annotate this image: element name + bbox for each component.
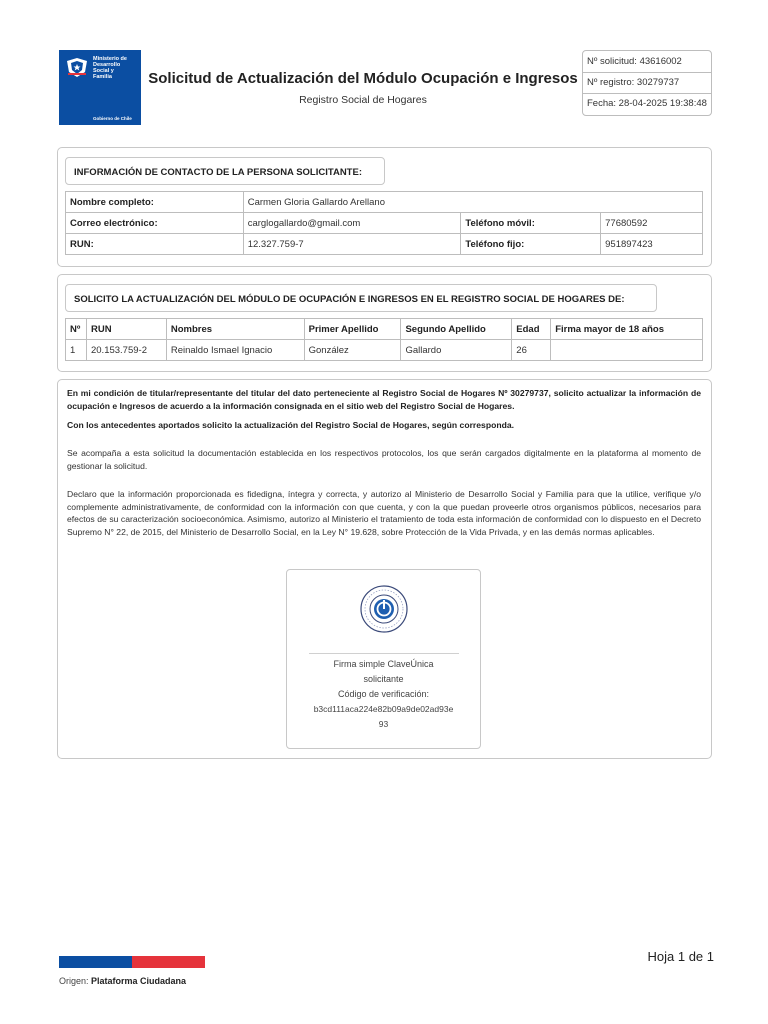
ministry-line-3: Social y (93, 68, 114, 74)
contact-panel (57, 147, 712, 267)
ministry-name (93, 56, 139, 80)
fijo-label: Teléfono fijo: (461, 234, 601, 255)
column-header: Primer Apellido (304, 319, 401, 340)
declaration-paragraph-4: Declaro que la información proporcionada es fidedigna, íntegra y correcta, y autorizo al Ministerio de Desarrollo Social y Familia para que la utilice, verifique y/o complemente administrativamente, de conformidad con la información con que cuenta, y con la que puedan proveerle otros organismos públicos, necesarios para efectos de su caracterización socioeconómica. Asimismo, autorizo al Ministerio el tratamiento de toda esta información de conformidad con lo dispuesto en el Decreto Supremo N° 22, de 2015, del Ministerio de Desarrollo Social, en la Ley N° 19.628, sobre Protección de la Vida Privada, y en las demás normas aplicables. (67, 489, 701, 537)
table-cell: González (304, 340, 401, 361)
correo-label: Correo electrónico: (66, 213, 244, 234)
table-cell: Reinaldo Ismael Ignacio (166, 340, 304, 361)
signature-type: Firma simple ClaveÚnica (333, 659, 434, 669)
table-header-row (66, 319, 703, 340)
movil-value: 77680592 (601, 213, 703, 234)
contact-table (65, 191, 703, 255)
footer-flag-red (132, 956, 205, 968)
column-header: RUN (86, 319, 166, 340)
origin-label (59, 976, 186, 986)
declaration-paragraph-2: Con los antecedentes aportados solicito la actualización del Registro Social de Hogares, según corresponda. (67, 420, 514, 430)
table-row (66, 234, 703, 255)
table-row (66, 192, 703, 213)
correo-value: carglogallardo@gmail.com (243, 213, 461, 234)
table-cell: 20.153.759-2 (86, 340, 166, 361)
verification-code: b3cd111aca224e82b09a9de02ad93e (313, 704, 454, 714)
document-title: Solicitud de Actualización del Módulo Ocupación e Ingresos (148, 70, 578, 87)
table-cell: 1 (66, 340, 87, 361)
verification-code-end: 93 (378, 719, 389, 729)
footer-flag-blue (59, 956, 132, 968)
column-header: Edad (512, 319, 551, 340)
meta-divider (583, 93, 711, 94)
members-heading: SOLICITO LA ACTUALIZACIÓN DEL MÓDULO DE OCUPACIÓN E INGRESOS EN EL REGISTRO SOCIAL DE HOGARES DE: (65, 284, 657, 312)
nombre-value: Carmen Gloria Gallardo Arellano (243, 192, 702, 213)
column-header: Nº (66, 319, 87, 340)
table-row (66, 213, 703, 234)
table-cell: Gallardo (401, 340, 512, 361)
nombre-label: Nombre completo: (66, 192, 244, 213)
verification-label: Código de verificación: (337, 689, 430, 699)
column-header: Segundo Apellido (401, 319, 512, 340)
chile-coat-of-arms-icon (65, 56, 89, 78)
gobierno-label: Gobierno de Chile (93, 116, 132, 121)
table-row (66, 340, 703, 361)
column-header: Nombres (166, 319, 304, 340)
table-cell: 26 (512, 340, 551, 361)
members-panel (57, 274, 712, 372)
ministry-line-1: Ministerio de (93, 56, 127, 62)
signature-role: solicitante (363, 674, 404, 684)
page-number: Hoja 1 de 1 (647, 949, 714, 964)
document-subtitle: Registro Social de Hogares (299, 94, 427, 106)
fijo-value: 951897423 (601, 234, 703, 255)
signature-divider (309, 653, 459, 654)
movil-label: Teléfono móvil: (461, 213, 601, 234)
origin-prefix: Origen: (59, 976, 92, 986)
declaration-paragraph-3: Se acompaña a esta solicitud la documentación establecida en los respectivos protocolos, los que serán cargados digitalmente en la plataforma al momento de gestionar la solicitud. (67, 448, 701, 471)
run-value: 12.327.759-7 (243, 234, 461, 255)
ministry-logo (59, 50, 141, 125)
request-meta-box (582, 50, 712, 116)
members-table (65, 318, 703, 361)
signature-cell (551, 340, 703, 361)
run-label: RUN: (66, 234, 244, 255)
column-header: Firma mayor de 18 años (551, 319, 703, 340)
solicitud-number: Nº solicitud: 43616002 (587, 56, 682, 67)
ministry-line-4: Familia (93, 74, 112, 80)
request-date: Fecha: 28-04-2025 19:38:48 (587, 98, 707, 109)
declaration-paragraph-1: En mi condición de titular/representante del titular del dato perteneciente al Registro Social de Hogares Nº 30279737, solicito actualizar la información de ocupación e Ingresos de acuerdo a la información consignada en el sitio web del Registro Social de Hogares. (67, 388, 701, 411)
origin-value: Plataforma Ciudadana (91, 976, 187, 986)
claveunica-seal-icon (360, 585, 408, 633)
ministry-line-2: Desarrollo (93, 62, 121, 68)
contact-heading: INFORMACIÓN DE CONTACTO DE LA PERSONA SOLICITANTE: (65, 157, 385, 185)
registro-number: Nº registro: 30279737 (587, 77, 680, 88)
signature-box (286, 569, 481, 749)
meta-divider (583, 72, 711, 73)
